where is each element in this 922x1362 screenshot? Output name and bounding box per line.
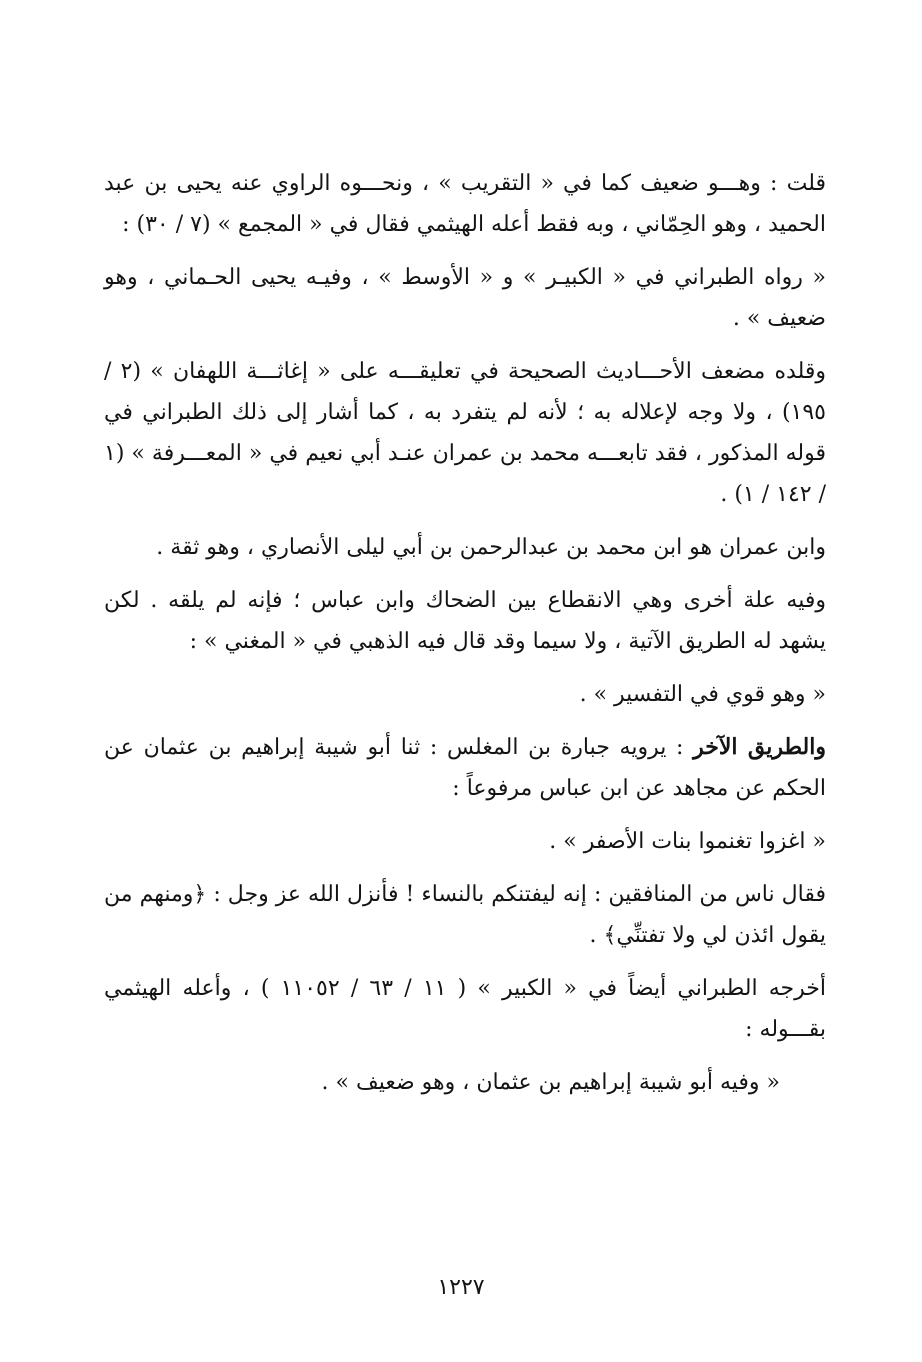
- path-text: : يرويه جبارة بن المغلس : ثنا أبو شيبة إبراهيم بن عثمان عن الحكم عن مجاهد عن ابن عباس مرفوعاً :: [104, 735, 826, 801]
- main-text: [104, 163, 840, 1115]
- paragraph-1: قلت : وهـــو ضعيف كما في « التقريب » ، ونحـــوه الراوي عنه يحيى بن عبد الحميد ، وهو الحِمّاني ، وبه فقط أعله الهيثمي فقال في « المجمع » (٧ / ٣٠) :: [104, 171, 826, 237]
- paragraph-11: « وفيه أبو شيبة إبراهيم بن عثمان ، وهو ضعيف » .: [321, 1070, 780, 1095]
- paragraph-8: « اغزوا تغنموا بنات الأصفر » .: [549, 829, 826, 854]
- paragraph-4: وابن عمران هو ابن محمد بن عبدالرحمن بن أبي ليلى الأنصاري ، وهو ثقة .: [156, 535, 826, 560]
- page-number: ١٢٢٧: [437, 1275, 485, 1300]
- paragraph-10: أخرجه الطبراني أيضاً في « الكبير » ( ١١ / ٦٣ / ١١٠٥٢ ) ، وأعله الهيثمي بقـــوله :: [104, 976, 826, 1042]
- paragraph-2: « رواه الطبراني في « الكبيـر » و « الأوسط » ، وفيـه يحيى الحـماني ، وهو ضعيف » .: [104, 265, 826, 331]
- paragraph-7: [104, 727, 840, 809]
- paragraph-5: وفيه علة أخرى وهي الانقطاع بين الضحاك وابن عباس ؛ فإنه لم يلقه . لكن يشهد له الطريق الآتية ، ولا سيما وقد قال فيه الذهبي في « المغني » :: [104, 588, 826, 654]
- paragraph-3: وقلده مضعف الأحـــاديث الصحيحة في تعليقـــه على « إغاثـــة اللهفان » (٢ / ١٩٥) ، ولا وجه لإعلاله به ؛ لأنه لم يتفرد به ، كما أشار إلى ذلك الطبراني في قوله المذكور ، فقد تابعـــه محمد بن عمران عنـد أبي نعيم في « المعـــرفة » (١ / ١٤٢ / ١) .: [104, 359, 827, 507]
- path-label: والطريق الآخر: [693, 734, 826, 760]
- paragraph-9: فقال ناس من المنافقين : إنه ليفتنكم بالنساء ! فأنزل الله عز وجل : ﴿ومنهم من يقول ائذن لي ولا تفتنِّي﴾ .: [104, 882, 826, 948]
- paragraph-6: « وهو قوي في التفسير » .: [579, 682, 826, 707]
